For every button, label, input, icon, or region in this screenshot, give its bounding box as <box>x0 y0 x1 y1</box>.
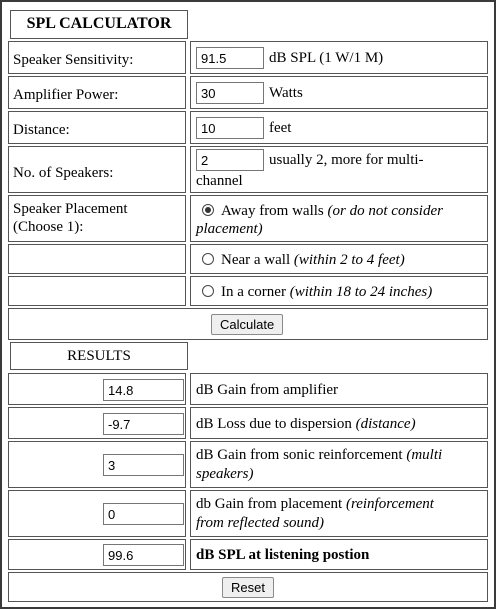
result-sonic-reinforcement-note1: (multi <box>406 447 443 463</box>
result-total-spl-label: dB SPL at listening postion <box>196 547 370 563</box>
result-dispersion-loss-field[interactable] <box>103 413 184 435</box>
placement-option-away-cell <box>190 195 488 242</box>
speakers-input[interactable] <box>196 149 264 171</box>
result-dispersion-loss-label: dB Loss due to dispersion <box>196 416 352 432</box>
result-placement-gain-label: db Gain from placement <box>196 496 343 512</box>
speakers-input-cell <box>190 146 488 193</box>
result-1-label-cell <box>190 373 488 405</box>
speakers-label-cell <box>8 146 186 193</box>
power-input-cell <box>190 76 488 109</box>
reset-cell <box>8 572 488 602</box>
sensitivity-input-cell <box>190 41 488 74</box>
title-cell <box>10 10 188 39</box>
placement-label-line1: Speaker Placement <box>13 201 128 217</box>
distance-label: Distance: <box>13 122 70 138</box>
away-from-walls-label: Away from walls <box>221 203 324 219</box>
result-placement-gain-note2: from reflected sound) <box>196 515 325 531</box>
result-2-label-cell <box>190 407 488 439</box>
sensitivity-unit: dB SPL (1 W/1 M) <box>269 50 384 66</box>
result-4-label-cell <box>190 490 488 537</box>
radio-away-from-walls[interactable] <box>202 204 214 216</box>
placement-label-cell <box>8 195 186 242</box>
result-1-value-cell <box>8 373 186 405</box>
page-title: SPL CALCULATOR <box>26 15 172 32</box>
sensitivity-input[interactable] <box>196 47 264 69</box>
result-2-value-cell <box>8 407 186 439</box>
result-placement-gain-field[interactable] <box>103 503 184 525</box>
speakers-label: No. of Speakers: <box>13 165 114 181</box>
near-a-wall-note: (within 2 to 4 feet) <box>293 252 405 268</box>
radio-in-a-corner[interactable] <box>202 285 214 297</box>
placement-empty-cell-3 <box>8 276 186 306</box>
result-3-label-cell <box>190 441 488 488</box>
result-sonic-reinforcement-label: dB Gain from sonic reinforcement <box>196 447 403 463</box>
distance-input[interactable] <box>196 117 264 139</box>
result-5-value-cell <box>8 539 186 570</box>
sensitivity-label-cell <box>8 41 186 74</box>
away-from-walls-note2: placement) <box>196 221 263 237</box>
result-dispersion-loss-text <box>196 415 416 433</box>
away-from-walls-note1: (or do not consider <box>327 203 443 219</box>
calculate-button[interactable]: Calculate <box>211 314 283 335</box>
result-amplifier-gain-label: dB Gain from amplifier <box>196 382 339 398</box>
power-unit: Watts <box>269 85 303 101</box>
result-total-spl-field[interactable] <box>103 544 184 566</box>
result-placement-gain-note1: (reinforcement <box>345 496 434 512</box>
result-4-value-cell <box>8 490 186 537</box>
result-5-label-cell <box>190 539 488 570</box>
placement-option-corner-cell <box>190 276 488 306</box>
in-a-corner-text <box>221 283 432 301</box>
near-a-wall-text <box>221 251 405 269</box>
sensitivity-label: Speaker Sensitivity: <box>13 52 134 68</box>
speakers-hint-line1: usually 2, more for multi- <box>269 152 424 168</box>
results-header: RESULTS <box>67 348 131 364</box>
result-sonic-reinforcement-note2: speakers) <box>196 466 254 482</box>
placement-option-wall-cell <box>190 244 488 274</box>
distance-label-cell <box>8 111 186 144</box>
result-placement-gain-text <box>196 495 434 513</box>
in-a-corner-label: In a corner <box>221 284 286 300</box>
distance-input-cell <box>190 111 488 144</box>
radio-near-a-wall[interactable] <box>202 253 214 265</box>
result-3-value-cell <box>8 441 186 488</box>
result-sonic-reinforcement-field[interactable] <box>103 454 184 476</box>
near-a-wall-label: Near a wall <box>221 252 291 268</box>
in-a-corner-note: (within 18 to 24 inches) <box>289 284 433 300</box>
results-header-cell <box>10 342 188 370</box>
result-amplifier-gain-field[interactable] <box>103 379 184 401</box>
result-sonic-reinforcement-text <box>196 446 442 464</box>
away-from-walls-text <box>221 202 443 220</box>
result-dispersion-loss-note: (distance) <box>355 416 416 432</box>
calculate-cell <box>8 308 488 340</box>
distance-unit: feet <box>269 120 292 136</box>
power-input[interactable] <box>196 82 264 104</box>
speakers-hint-line2: channel <box>196 173 243 189</box>
reset-button[interactable]: Reset <box>222 577 274 598</box>
placement-label-line2: (Choose 1): <box>13 219 84 235</box>
placement-empty-cell-2 <box>8 244 186 274</box>
power-label: Amplifier Power: <box>13 87 119 103</box>
power-label-cell <box>8 76 186 109</box>
